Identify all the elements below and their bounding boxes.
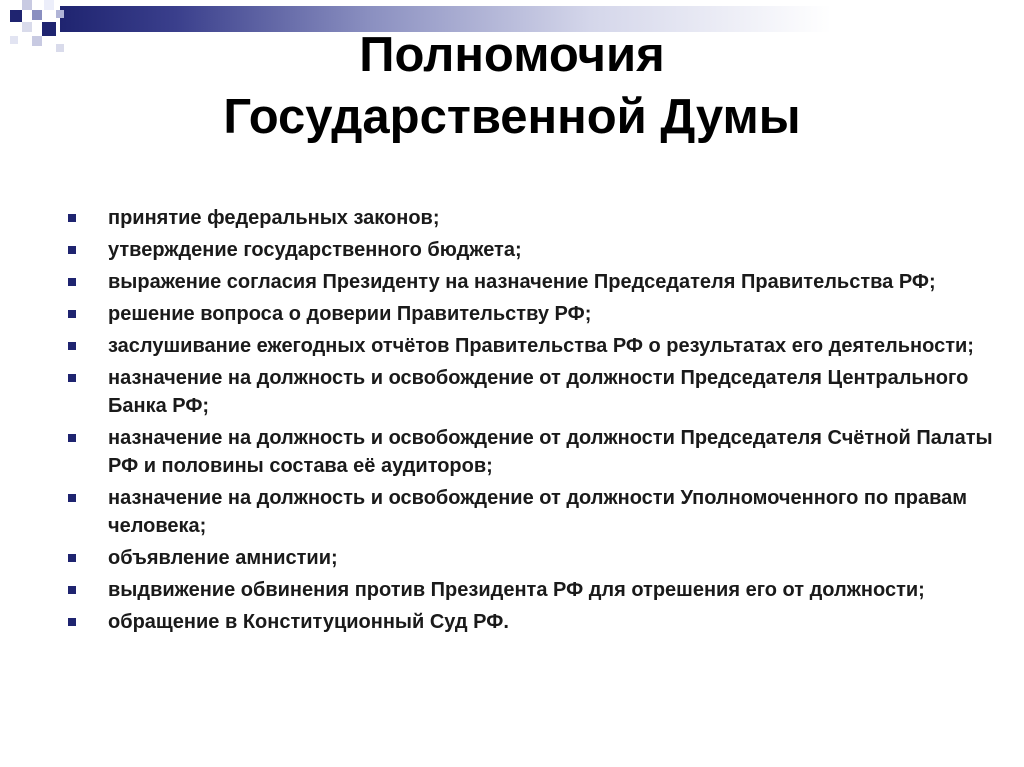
square-bullet-icon	[68, 246, 76, 254]
list-item	[68, 364, 998, 420]
list-item-text: выражение согласия Президенту на назначение Председателя Правительства РФ;	[108, 271, 936, 293]
list-item	[68, 236, 998, 264]
list-item	[68, 608, 998, 636]
powers-list	[68, 204, 998, 640]
list-item	[68, 300, 998, 328]
square-bullet-icon	[68, 434, 76, 442]
square-bullet-icon	[68, 374, 76, 382]
list-item-text: принятие федеральных законов;	[108, 207, 440, 229]
square-bullet-icon	[68, 310, 76, 318]
list-item-text: назначение на должность и освобождение от должности Председателя Центрального Банка РФ;	[108, 367, 969, 417]
square-bullet-icon	[68, 342, 76, 350]
title-line-2: Государственной Думы	[223, 90, 801, 144]
square-bullet-icon	[68, 494, 76, 502]
list-item-text: заслушивание ежегодных отчётов Правительства РФ о результатах его деятельности;	[108, 335, 974, 357]
list-item-text: решение вопроса о доверии Правительству РФ;	[108, 303, 592, 325]
list-item-text: объявление амнистии;	[108, 547, 338, 569]
list-item	[68, 576, 998, 604]
title-line-1: Полномочия	[359, 28, 665, 82]
page-title	[0, 24, 1024, 148]
list-item	[68, 544, 998, 572]
square-bullet-icon	[68, 618, 76, 626]
list-item	[68, 204, 998, 232]
list-item-text: назначение на должность и освобождение от должности Председателя Счётной Палаты РФ и половины состава её аудиторов;	[108, 427, 993, 477]
list-item-text: назначение на должность и освобождение от должности Уполномоченного по правам человека;	[108, 487, 968, 537]
square-bullet-icon	[68, 278, 76, 286]
square-bullet-icon	[68, 586, 76, 594]
list-item	[68, 484, 998, 540]
list-item	[68, 424, 998, 480]
list-item	[68, 332, 998, 360]
list-item-text: обращение в Конституционный Суд РФ.	[108, 611, 509, 633]
list-item-text: утверждение государственного бюджета;	[108, 239, 522, 261]
list-item-text: выдвижение обвинения против Президента РФ для отрешения его от должности;	[108, 579, 925, 601]
square-bullet-icon	[68, 554, 76, 562]
square-bullet-icon	[68, 214, 76, 222]
list-item	[68, 268, 998, 296]
